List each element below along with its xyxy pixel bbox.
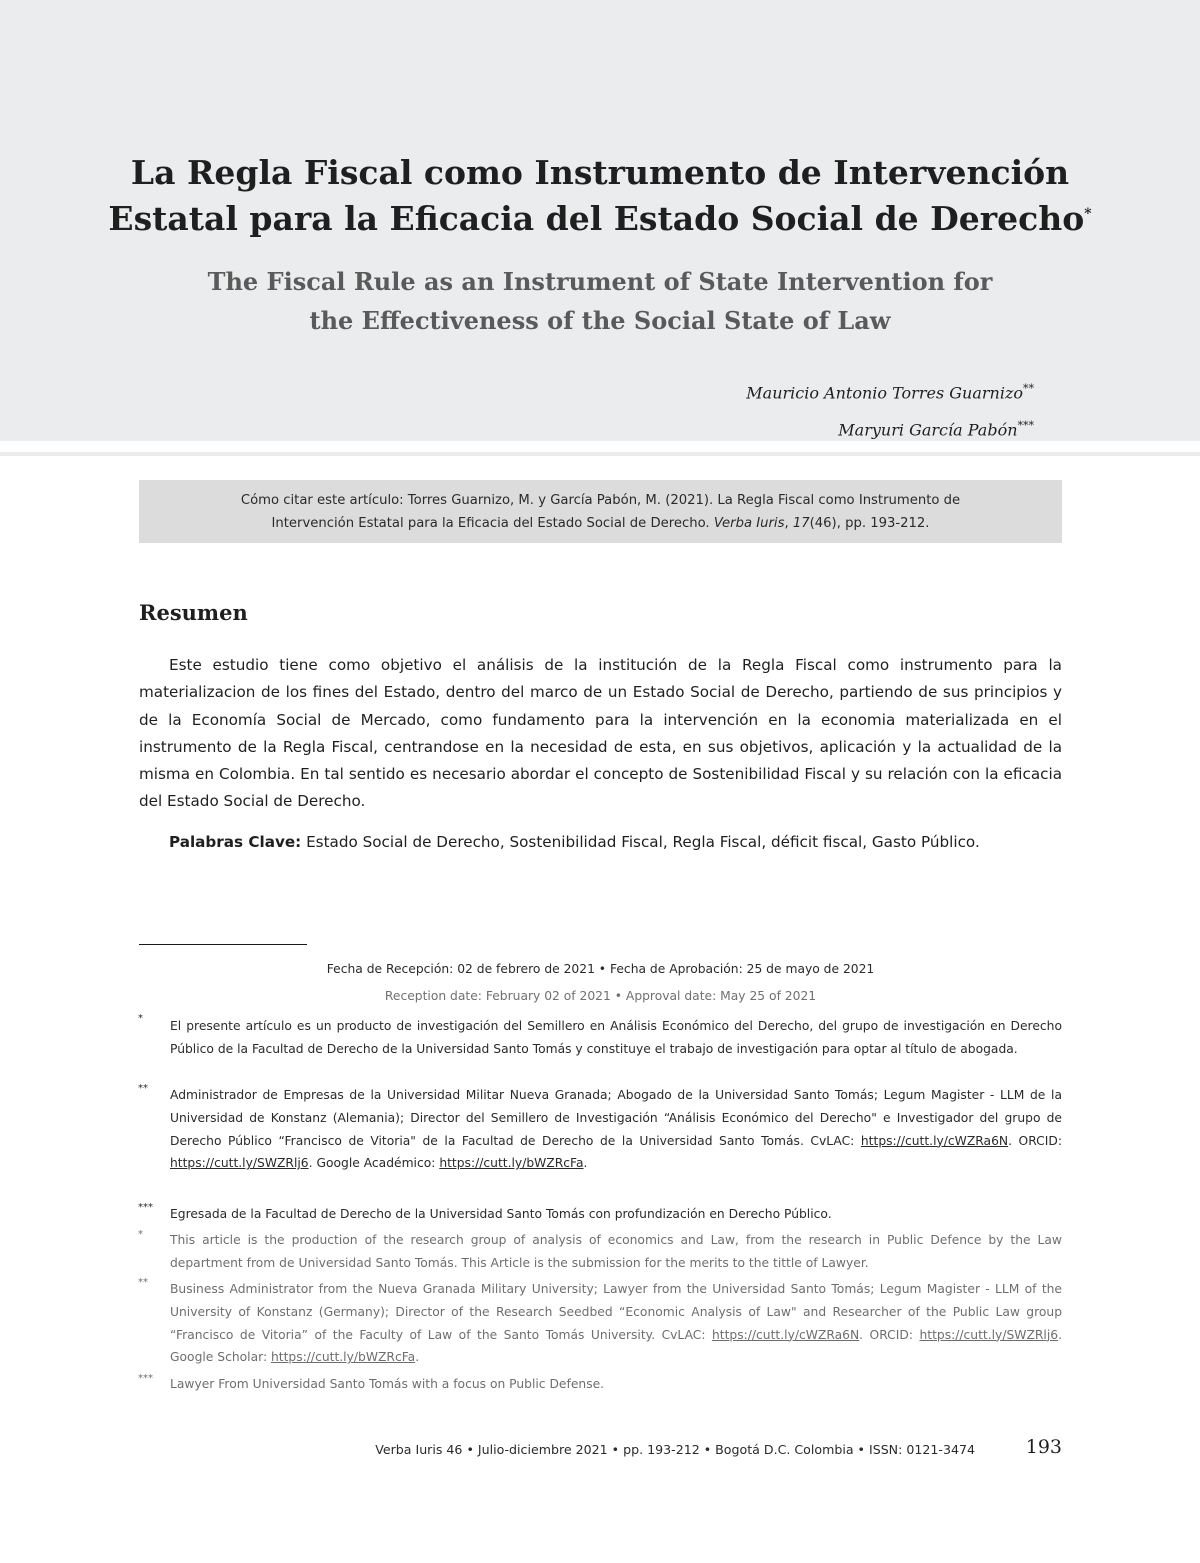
footnote-es2-mid2: . Google Académico: (308, 1156, 440, 1171)
citation-journal: Verba Iuris (713, 516, 785, 531)
author-2 (746, 409, 1034, 446)
footnote-mark-en3: *** (138, 1373, 153, 1384)
footnote-en2-mid2: . Google Scholar: (170, 1327, 1062, 1365)
orcid-link-en[interactable]: https://cutt.ly/SWZRlj6 (919, 1327, 1059, 1342)
header-rule (0, 452, 1200, 456)
citation-line2-pre: Intervención Estatal para la Eficacia del Estado Social de Derecho. (271, 516, 714, 531)
title-english-line1: The Fiscal Rule as an Instrument of State Intervention for (207, 267, 993, 296)
google-scholar-link-en[interactable]: https://cutt.ly/bWZRcFa (271, 1350, 416, 1365)
citation-volume: 17 (792, 516, 810, 531)
footnote-en2 (170, 1278, 1062, 1369)
footnote-es2-text: Administrador de Empresas de la Universidad Militar Nueva Granada; Abogado de la Universidad Santo Tomás; Legum Magister - LLM de la Universidad de Konstanz (Alemania); Director del Semillero de Investigación “Análisis Económico del Derecho" e Investigador del grupo de Derecho Público “Francisco de Vitoria" de la Facultad de Derecho de la Universidad Santo Tomás. CvLAC: (170, 1088, 1062, 1148)
dates-english: Reception date: February 02 of 2021 • Approval date: May 25 of 2021 (384, 989, 817, 1003)
abstract-text: Este estudio tiene como objetivo el análisis de la institución de la Regla Fiscal como instrumento para la materializacion de los fines del Estado, dentro del marco de un Estado Social de Derecho, partiendo de sus principios y de la Economía Social de Mercado, como fundamento para la intervención en la economia materializada en el instrumento de la Regla Fiscal, centrandose en la necesidad de esta, en sus objetivos, aplicación y la actualidad de la misma en Colombia. En tal sentido es necesario abordar el concepto de Sostenibilidad Fiscal y su relación con la eficacia del Estado Social de Derecho. (139, 656, 1062, 811)
citation-line1: Cómo citar este artículo: Torres Guarnizo, M. y García Pabón, M. (2021). La Regla Fiscal como Instrumento de (240, 493, 961, 508)
footnote-en2-end: . (415, 1350, 420, 1365)
author-1 (746, 372, 1034, 409)
footnote-mark-es3: *** (138, 1202, 153, 1213)
footnote-mark-en2: ** (138, 1277, 148, 1288)
author-1-mark: ** (1023, 382, 1034, 395)
footnote-mark-en1: * (138, 1229, 143, 1240)
footnote-es2-end: . (583, 1156, 588, 1171)
footnote-es2-mid1: . ORCID: (1008, 1133, 1062, 1148)
title-english (100, 262, 1100, 340)
footnote-mark-es2: ** (138, 1083, 148, 1094)
footnote-en3: Lawyer From Universidad Santo Tomás with a focus on Public Defense. (170, 1377, 605, 1391)
citation-line2 (163, 512, 1038, 535)
keywords (139, 829, 1062, 856)
cvlac-link-en[interactable]: https://cutt.ly/cWZRa6N (711, 1327, 860, 1342)
google-scholar-link[interactable]: https://cutt.ly/bWZRcFa (439, 1156, 584, 1171)
citation-sep: , (784, 516, 793, 531)
title-spanish (100, 150, 1100, 242)
journal-footer: Verba Iuris 46 • Julio-diciembre 2021 • pp. 193-212 • Bogotá D.C. Colombia • ISSN: 0121-3474 (375, 1442, 975, 1457)
footnote-en1: This article is the production of the research group of analysis of economics and Law, from the research in Public Defence by the Law department from de Universidad Santo Tomás. This Article is the submission for the merits to the tittle of Lawyer. (170, 1233, 1062, 1270)
citation-box (139, 480, 1062, 543)
footnote-es2 (170, 1084, 1062, 1175)
keywords-label: Palabras Clave: (169, 833, 302, 851)
page-number: 193 (1025, 1436, 1062, 1458)
cvlac-link[interactable]: https://cutt.ly/cWZRa6N (860, 1133, 1009, 1148)
title-spanish-line2: Estatal para la Eficacia del Estado Social de Derecho (108, 199, 1085, 238)
author-2-mark: *** (1017, 419, 1034, 433)
authors (746, 372, 1034, 447)
orcid-link[interactable]: https://cutt.ly/SWZRlj6 (170, 1156, 309, 1171)
citation-line2-post: (46), pp. 193-212. (809, 516, 930, 531)
title-footnote-mark: * (1084, 206, 1092, 222)
title-spanish-line1: La Regla Fiscal como Instrumento de Intervención (130, 153, 1070, 192)
footnote-separator (139, 944, 307, 945)
footnote-mark-es1: * (138, 1013, 143, 1024)
footnote-en2-mid1: . ORCID: (859, 1327, 920, 1342)
footnote-es1: El presente artículo es un producto de investigación del Semillero en Análisis Económico del Derecho, del grupo de investigación en Derecho Público de la Facultad de Derecho de la Universidad Santo Tomás y constituye el trabajo de investigación para optar al título de abogada. (170, 1019, 1062, 1056)
abstract-heading: Resumen (139, 600, 248, 625)
keywords-list: Estado Social de Derecho, Sostenibilidad Fiscal, Regla Fiscal, déficit fiscal, Gasto Público. (301, 833, 980, 851)
author-2-name: Maryuri García Pabón (838, 420, 1018, 440)
footnote-en2-text: Business Administrator from the Nueva Granada Military University; Lawyer from the Universidad Santo Tomás; Legum Magister - LLM of the University of Konstanz (Germany); Director of the Research Seedbed “Economic Analysis of Law" and Researcher of the Public Law group “Francisco de Vitoria” of the Faculty of Law of the Santo Tomás University. CvLAC: (170, 1282, 1062, 1342)
author-1-name: Mauricio Antonio Torres Guarnizo (746, 383, 1023, 403)
footnote-es3: Egresada de la Facultad de Derecho de la Universidad Santo Tomás con profundización en Derecho Público. (170, 1207, 832, 1221)
title-english-line2: the Effectiveness of the Social State of Law (309, 306, 891, 335)
dates-spanish: Fecha de Recepción: 02 de febrero de 2021 • Fecha de Aprobación: 25 de mayo de 2021 (326, 962, 875, 976)
